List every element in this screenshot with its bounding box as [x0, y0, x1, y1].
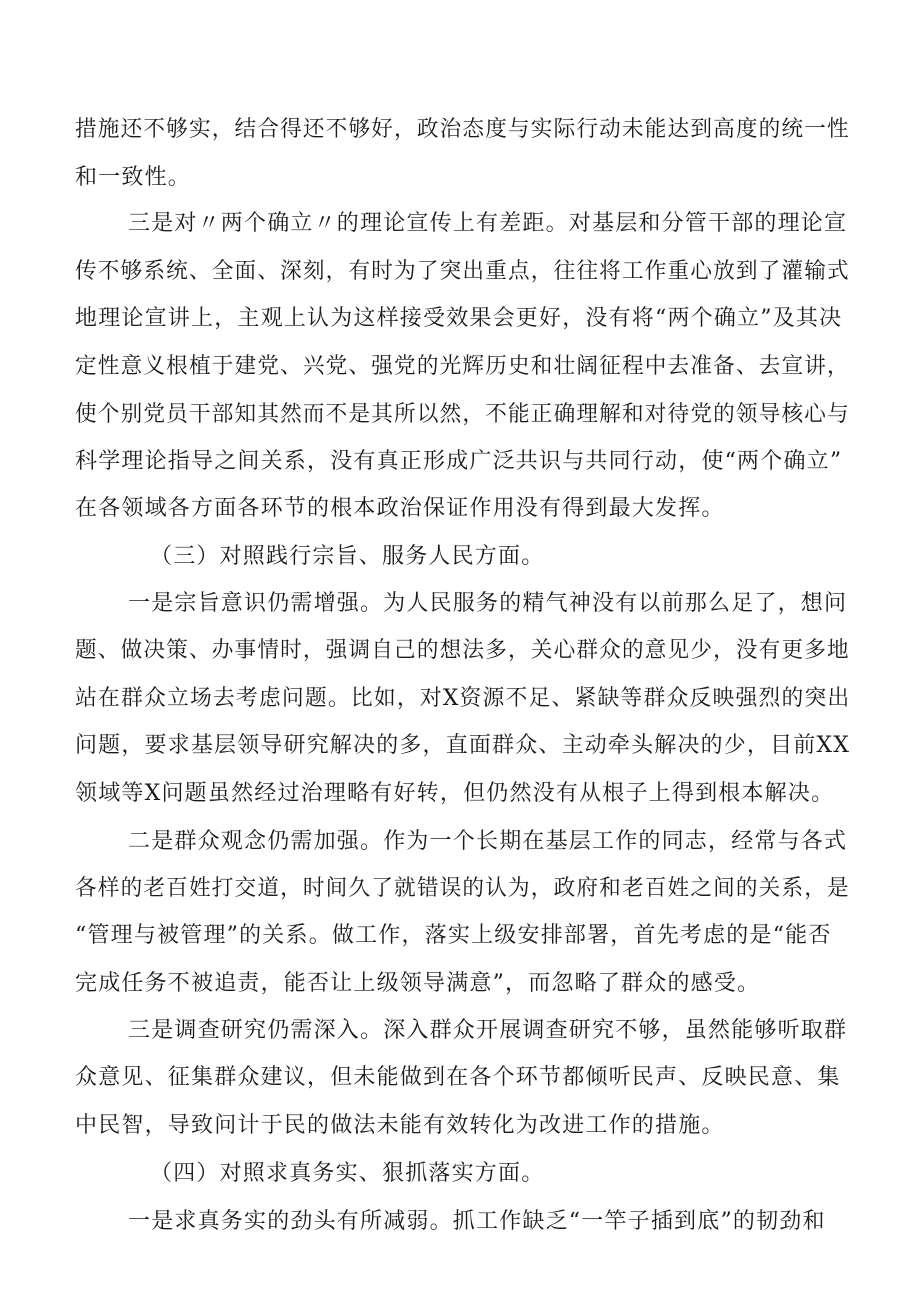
text-line-17: 各样的老百姓打交道，时间久了就错误的认为，政府和老百姓之间的关系，是	[75, 876, 850, 901]
text-line-4: 传不够系统、全面、深刻，有时为了突出重点，往往将工作重心放到了灌输式	[75, 259, 850, 284]
text-line-1: 措施还不够实，结合得还不够好，政治态度与实际行动未能达到高度的统一性	[75, 117, 850, 142]
text-line-12: 题、做决策、办事情时，强调自己的想法多，关心群众的意见少，没有更多地	[75, 638, 850, 663]
text-line-3: 三是对〃两个确立〃的理论宣传上有差距。对基层和分管干部的理论宣	[128, 211, 848, 236]
text-line-7: 使个别党员干部知其然而不是其所以然，不能正确理解和对待党的领导核心与	[75, 402, 850, 427]
text-line-2: 和一致性。	[75, 165, 192, 190]
section-heading-4: （四）对照求真务实、狠抓落实方面。	[150, 1161, 545, 1186]
text-line-21: 众意见、征集群众建议，但未能做到在各个环节都倾听民声、反映民意、集	[75, 1065, 841, 1090]
text-line-19: 完成任务不被追责，能否让上级领导满意”，而忽略了群众的感受。	[75, 971, 761, 996]
text-line-5: 地理论宣讲上，主观上认为这样接受效果会更好，没有将“两个确立”及其决	[75, 306, 843, 331]
text-line-6: 定性意义根植于建党、兴党、强党的光辉历史和壮阔征程中去准备、去宣讲，	[75, 354, 850, 379]
text-line-11: 一是宗旨意识仍需增强。为人民服务的精气神没有以前那么足了，想问	[128, 591, 848, 616]
text-line-14: 问题，要求基层领导研究解决的多，直面群众、主动牵头解决的少，目前XX	[75, 733, 851, 758]
text-line-18: “管理与被管理”的关系。做工作，落实上级安排部署，首先考虑的是“能否	[75, 923, 832, 948]
text-line-16: 二是群众观念仍需加强。作为一个长期在基层工作的同志，经常与各式	[128, 829, 848, 854]
text-line-8: 科学理论指导之间关系，没有真正形成广泛共识与共同行动，使“两个确立”	[75, 449, 843, 474]
text-line-22: 中民智，导致问计于民的做法未能有效转化为改进工作的措施。	[75, 1113, 725, 1138]
text-line-20: 三是调查研究仍需深入。深入群众开展调查研究不够，虽然能够听取群	[128, 1018, 848, 1043]
text-line-9: 在各领域各方面各环节的根本政治保证作用没有得到最大发挥。	[75, 496, 725, 521]
text-line-24: 一是求真务实的劲头有所减弱。抓工作缺乏“一竿子插到底”的韧劲和	[128, 1209, 826, 1234]
text-line-13: 站在群众立场去考虑问题。比如，对X资源不足、紧缺等群众反映强烈的突出	[75, 686, 851, 711]
text-line-15: 领域等X问题虽然经过治理略有好转，但仍然没有从根子上得到根本解决。	[75, 781, 835, 806]
section-heading-3: （三）对照践行宗旨、服务人民方面。	[150, 544, 545, 569]
